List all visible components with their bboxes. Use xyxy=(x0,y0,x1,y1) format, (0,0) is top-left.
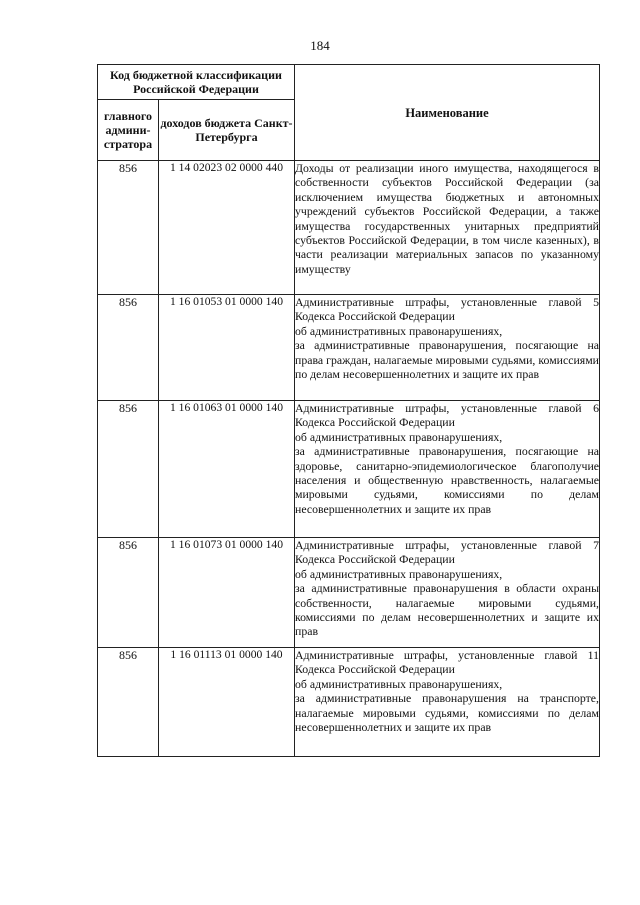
header-name: Наименование xyxy=(295,65,600,161)
income-code-cell: 1 16 01053 01 0000 140 xyxy=(159,295,295,401)
table-row xyxy=(98,538,600,648)
description-cell xyxy=(295,401,600,538)
description-text: Административные штрафы, установленные главой 6 Кодекса Российской Федерации об административных правонарушениях, за административные правонарушения, посягающие на здоровье, санитарно-эпидемиологическое благополучие населения и общественную нравственность, налагаемые мировыми судьями, комиссиями по делам несовершеннолетних и защите их прав xyxy=(295,401,599,516)
description-text: Административные штрафы, установленные главой 7 Кодекса Российской Федерации об административных правонарушениях, за административные правонарушения в области охраны собственности, налагаемые мировыми судьями, комиссиями по делам несовершеннолетних и защите их прав xyxy=(295,538,599,639)
description-text: Доходы от реализации иного имущества, находящегося в собственности субъектов Российской Федерации (за исключением имущества бюджетных и автономных учреждений субъектов Российской Федерации, а также имущества государственных унитарных предприятий субъектов Российской Федерации, в том числе казенных), в части реализации материальных запасов по указанному имуществу xyxy=(295,161,599,276)
header-row-group xyxy=(98,65,600,100)
table-row xyxy=(98,295,600,401)
admin-code-cell: 856 xyxy=(98,161,159,295)
admin-code-cell: 856 xyxy=(98,295,159,401)
admin-code-cell: 856 xyxy=(98,538,159,648)
admin-code-cell: 856 xyxy=(98,401,159,538)
header-group-label: Код бюджетной классификации Российской Федерации xyxy=(98,65,295,100)
admin-code-cell: 856 xyxy=(98,648,159,757)
description-text: Административные штрафы, установленные главой 11 Кодекса Российской Федерации об административных правонарушениях, за административные правонарушения на транспорте, налагаемые мировыми судьями, комиссиями по делам несовершеннолетних и защите их прав xyxy=(295,648,599,735)
table-row xyxy=(98,648,600,757)
income-code-cell: 1 14 02023 02 0000 440 xyxy=(159,161,295,295)
income-code-cell: 1 16 01063 01 0000 140 xyxy=(159,401,295,538)
description-cell xyxy=(295,538,600,648)
header-income: доходов бюджета Санкт-Петербурга xyxy=(159,100,295,161)
description-cell xyxy=(295,648,600,757)
page-number: 184 xyxy=(310,38,330,53)
table-row xyxy=(98,161,600,295)
table-row xyxy=(98,401,600,538)
description-cell xyxy=(295,161,600,295)
budget-classification-table xyxy=(97,64,600,757)
description-cell xyxy=(295,295,600,401)
income-code-cell: 1 16 01113 01 0000 140 xyxy=(159,648,295,757)
income-code-cell: 1 16 01073 01 0000 140 xyxy=(159,538,295,648)
header-admin: главного админи-стратора xyxy=(98,100,159,161)
description-text: Административные штрафы, установленные главой 5 Кодекса Российской Федерации об административных правонарушениях, за административные правонарушения, посягающие на права граждан, налагаемые мировыми судьями, комиссиями по делам несовершеннолетних и защите их прав xyxy=(295,295,599,382)
